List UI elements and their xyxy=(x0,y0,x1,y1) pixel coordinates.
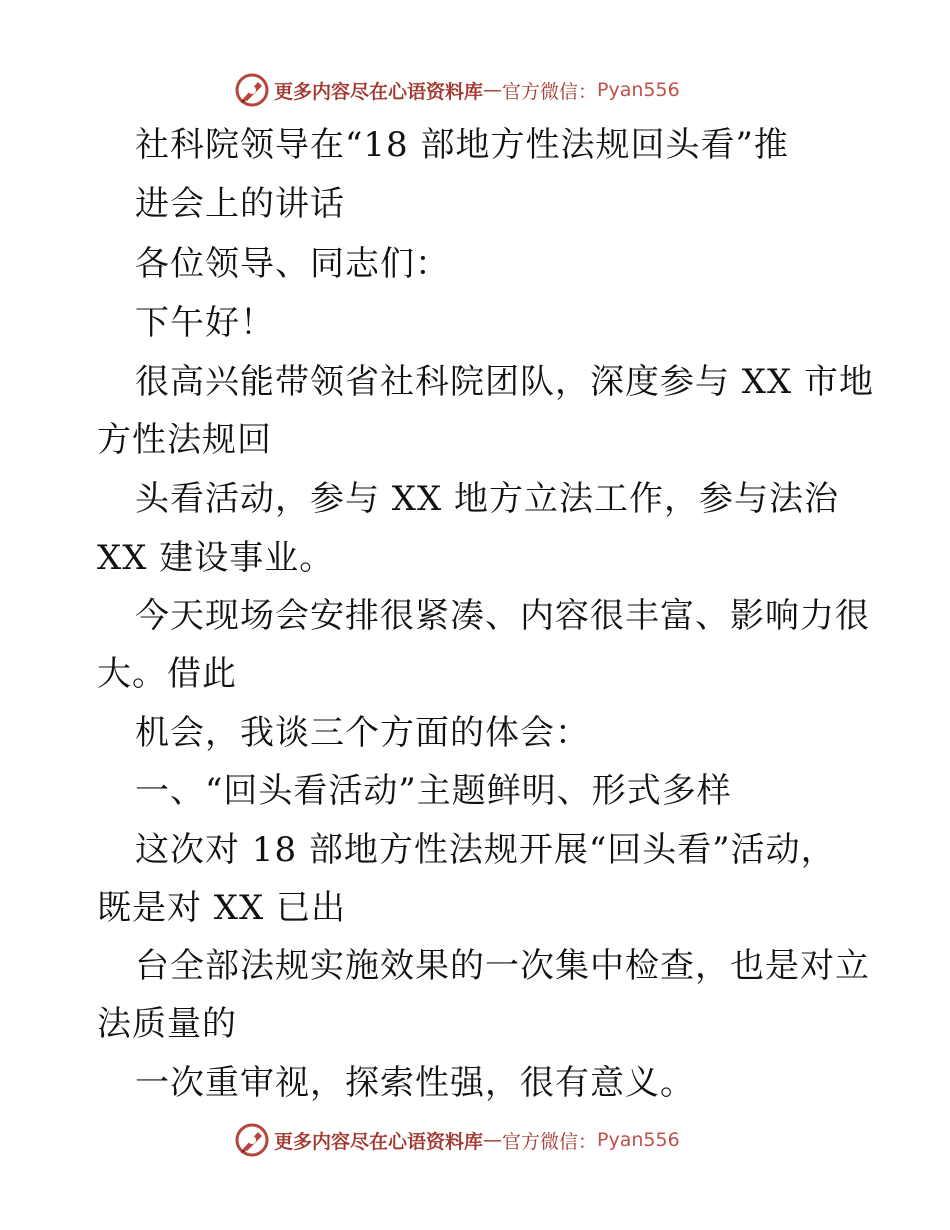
paragraph-line: 机会，我谈三个方面的体会： xyxy=(135,713,590,753)
paragraph-line: XX 建设事业。 xyxy=(97,538,335,578)
pen-logo-icon xyxy=(234,72,270,108)
header-banner xyxy=(234,70,680,110)
paragraph-line: 很高兴能带领省社科院团队，深度参与 XX 市地 xyxy=(135,362,875,402)
section-heading: 一、“回头看活动”主题鲜明、形式多样 xyxy=(135,771,732,811)
paragraph-line: 头看活动，参与 XX 地方立法工作，参与法治 xyxy=(135,479,840,519)
paragraph-line: 法质量的 xyxy=(97,1004,237,1044)
banner-wechat-id: Pyan556 xyxy=(597,1129,680,1151)
banner-brand: 更多内容尽在心语资料库 xyxy=(274,80,484,103)
title-line-2: 进会上的讲话 xyxy=(135,184,345,224)
paragraph-line: 今天现场会安排很紧凑、内容很丰富、影响力很 xyxy=(135,596,870,636)
paragraph-line: 这次对 18 部地方性法规开展“回头看”活动， xyxy=(135,830,836,870)
banner-wechat-label: 官方微信： xyxy=(502,80,598,103)
paragraph-line: 一次重审视，探索性强，很有意义。 xyxy=(135,1063,695,1103)
banner-brand: 更多内容尽在心语资料库 xyxy=(274,1130,484,1153)
banner-dash: — xyxy=(483,79,503,101)
footer-banner xyxy=(234,1120,680,1160)
title-line-1: 社科院领导在“18 部地方性法规回头看”推 xyxy=(135,125,789,165)
paragraph-line: 既是对 XX 已出 xyxy=(97,888,347,928)
paragraph-line: 大。借此 xyxy=(97,654,237,694)
banner-dash: — xyxy=(483,1129,503,1151)
banner-wechat-label: 官方微信： xyxy=(502,1130,598,1153)
greeting: 下午好！ xyxy=(135,303,275,343)
salutation: 各位领导、同志们： xyxy=(135,244,450,284)
pen-logo-icon xyxy=(234,1122,270,1158)
banner-wechat-id: Pyan556 xyxy=(597,79,680,101)
paragraph-line: 台全部法规实施效果的一次集中检查，也是对立 xyxy=(135,946,870,986)
paragraph-line: 方性法规回 xyxy=(97,420,272,460)
